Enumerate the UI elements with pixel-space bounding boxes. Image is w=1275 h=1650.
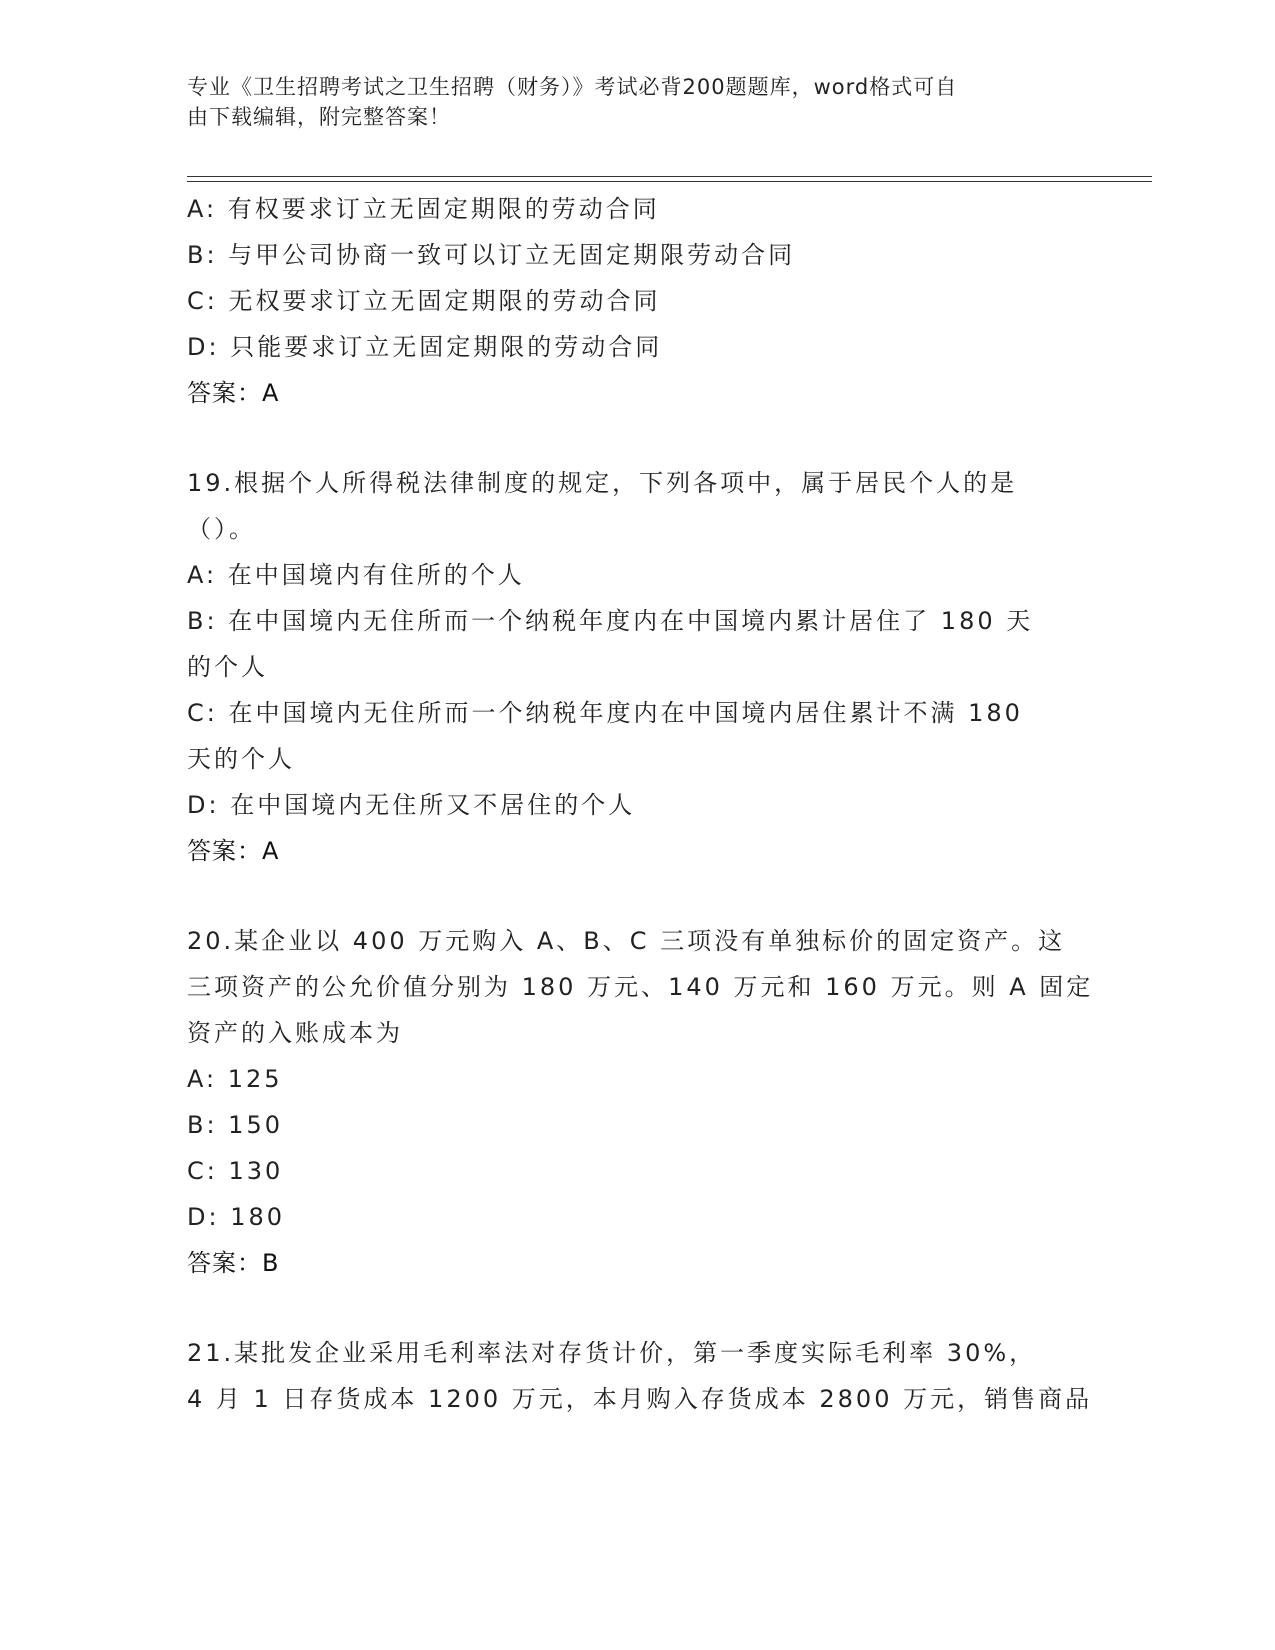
answer: 答案：A — [187, 379, 280, 407]
option-c: C: 130 — [187, 1157, 284, 1185]
question-stem-line: 21.某批发企业采用毛利率法对存货计价，第一季度实际毛利率 30%， — [187, 1339, 1037, 1367]
option-b: B: 在中国境内无住所而一个纳税年度内在中国境内累计居住了 180 天 — [187, 607, 1034, 635]
question-19 — [187, 460, 1087, 874]
answer: 答案：B — [187, 1249, 280, 1277]
option-c: C: 在中国境内无住所而一个纳税年度内在中国境内居住累计不满 180 — [187, 699, 1023, 727]
question-list — [187, 186, 1094, 1422]
header-divider-top — [187, 176, 1152, 177]
question-stem-line: 资产的入账成本为 — [187, 1019, 403, 1047]
question-stem-line: 20.某企业以 400 万元购入 A、B、C 三项没有单独标价的固定资产。这 — [187, 927, 1066, 955]
header-divider-bottom — [187, 181, 1152, 182]
option-c-continued: 天的个人 — [187, 745, 295, 773]
question-stem-line: 19.根据个人所得税法律制度的规定，下列各项中，属于居民个人的是 — [187, 469, 1018, 497]
spacer — [187, 874, 1087, 918]
document-header — [187, 72, 1087, 132]
question-20 — [187, 918, 1094, 1286]
question-21 — [187, 1330, 1093, 1422]
header-title-line-1: 专业《卫生招聘考试之卫生招聘（财务）》考试必背200题题库，word格式可自 — [187, 75, 958, 99]
question-stem-line: 4 月 1 日存货成本 1200 万元，本月购入存货成本 2800 万元，销售商品 — [187, 1385, 1093, 1413]
option-d: D: 只能要求订立无固定期限的劳动合同 — [187, 333, 663, 361]
option-b: B: 与甲公司协商一致可以订立无固定期限劳动合同 — [187, 241, 796, 269]
question-stem-line: 三项资产的公允价值分别为 180 万元、140 万元和 160 万元。则 A 固定 — [187, 973, 1094, 1001]
question-stem-line: （）。 — [187, 515, 256, 543]
option-a: A: 有权要求订立无固定期限的劳动合同 — [187, 195, 660, 223]
answer: 答案：A — [187, 837, 280, 865]
option-a: A: 125 — [187, 1065, 283, 1093]
question-18 — [187, 186, 1087, 416]
spacer — [187, 416, 1087, 460]
option-d: D: 180 — [187, 1203, 286, 1231]
header-title-line-2: 由下载编辑，附完整答案！ — [187, 105, 451, 129]
option-c: C: 无权要求订立无固定期限的劳动合同 — [187, 287, 661, 315]
option-a: A: 在中国境内有住所的个人 — [187, 561, 525, 589]
spacer — [187, 1286, 1087, 1330]
option-d: D: 在中国境内无住所又不居住的个人 — [187, 791, 636, 819]
option-b: B: 150 — [187, 1111, 283, 1139]
option-b-continued: 的个人 — [187, 653, 268, 681]
